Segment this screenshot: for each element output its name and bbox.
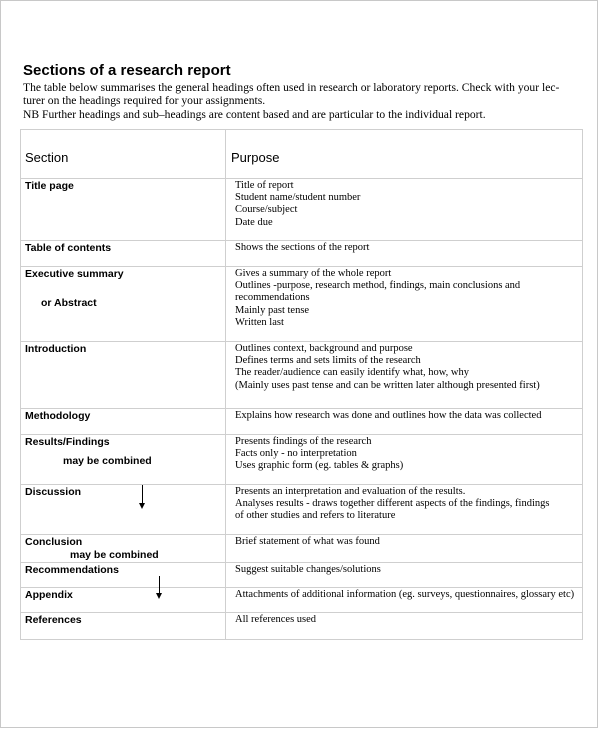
purpose-cell: Presents an interpretation and evaluation of the results. Analyses results - draws together different aspects of the findings, findings of other studies and refers to literature: [226, 485, 583, 535]
intro-paragraph: [23, 81, 583, 121]
section-cell: Executive summary or Abstract: [21, 267, 226, 342]
purpose-cell: Outlines context, background and purpose Defines terms and sets limits of the research The reader/audience can easily identify what, how, why (Mainly uses past tense and can be written later although presented first): [226, 342, 583, 409]
purpose-cell: Attachments of additional information (eg. surveys, questionnaires, glossary etc): [226, 588, 583, 613]
section-cell: Appendix: [21, 588, 226, 613]
purpose-cell: Brief statement of what was found: [226, 535, 583, 563]
table-row: [21, 435, 583, 485]
table-row: [21, 179, 583, 241]
table-row: [21, 342, 583, 409]
purpose-cell: Presents findings of the research Facts only - no interpretation Uses graphic form (eg. tables & graphs): [226, 435, 583, 485]
section-cell: Results/Findings may be combined: [21, 435, 226, 485]
table-row: [21, 588, 583, 613]
purpose-cell: Explains how research was done and outlines how the data was collected: [226, 409, 583, 435]
purpose-cell: All references used: [226, 613, 583, 640]
purpose-cell: Suggest suitable changes/solutions: [226, 563, 583, 588]
down-arrow-icon: [159, 576, 160, 594]
intro-line: The table below summarises the general headings often used in research or laboratory reports. Check with your lec-: [23, 81, 560, 94]
down-arrow-icon: [142, 485, 143, 504]
section-cell: Title page: [21, 179, 226, 241]
section-cell: References: [21, 613, 226, 640]
section-cell: Methodology: [21, 409, 226, 435]
sections-table: [20, 129, 583, 640]
section-cell: Introduction: [21, 342, 226, 409]
header-purpose: Purpose: [226, 130, 583, 179]
purpose-cell: Gives a summary of the whole report Outlines -purpose, research method, findings, main conclusions and recommendations Mainly past tense Written last: [226, 267, 583, 342]
intro-line: turer on the headings required for your assignments.: [23, 94, 266, 108]
section-cell: Table of contents: [21, 241, 226, 267]
table-row: [21, 613, 583, 640]
table-row: [21, 241, 583, 267]
table-row: [21, 409, 583, 435]
section-sub-label: or Abstract: [41, 297, 97, 309]
header-section: Section: [21, 130, 226, 179]
section-cell: Recommendations: [21, 563, 226, 588]
page-title: Sections of a research report: [23, 62, 231, 79]
purpose-cell: Shows the sections of the report: [226, 241, 583, 267]
section-cell: Discussion: [21, 485, 226, 535]
table-header-row: [21, 130, 583, 179]
intro-line: NB Further headings and sub–headings are content based and are particular to the individual report.: [23, 107, 486, 121]
table-row: [21, 535, 583, 563]
section-cell: Conclusion may be combined: [21, 535, 226, 563]
table-row: [21, 563, 583, 588]
table-row: [21, 485, 583, 535]
section-sub-label: may be combined: [63, 455, 152, 467]
section-sub-label: may be combined: [70, 549, 159, 561]
table-row: [21, 267, 583, 342]
purpose-cell: Title of report Student name/student number Course/subject Date due: [226, 179, 583, 241]
